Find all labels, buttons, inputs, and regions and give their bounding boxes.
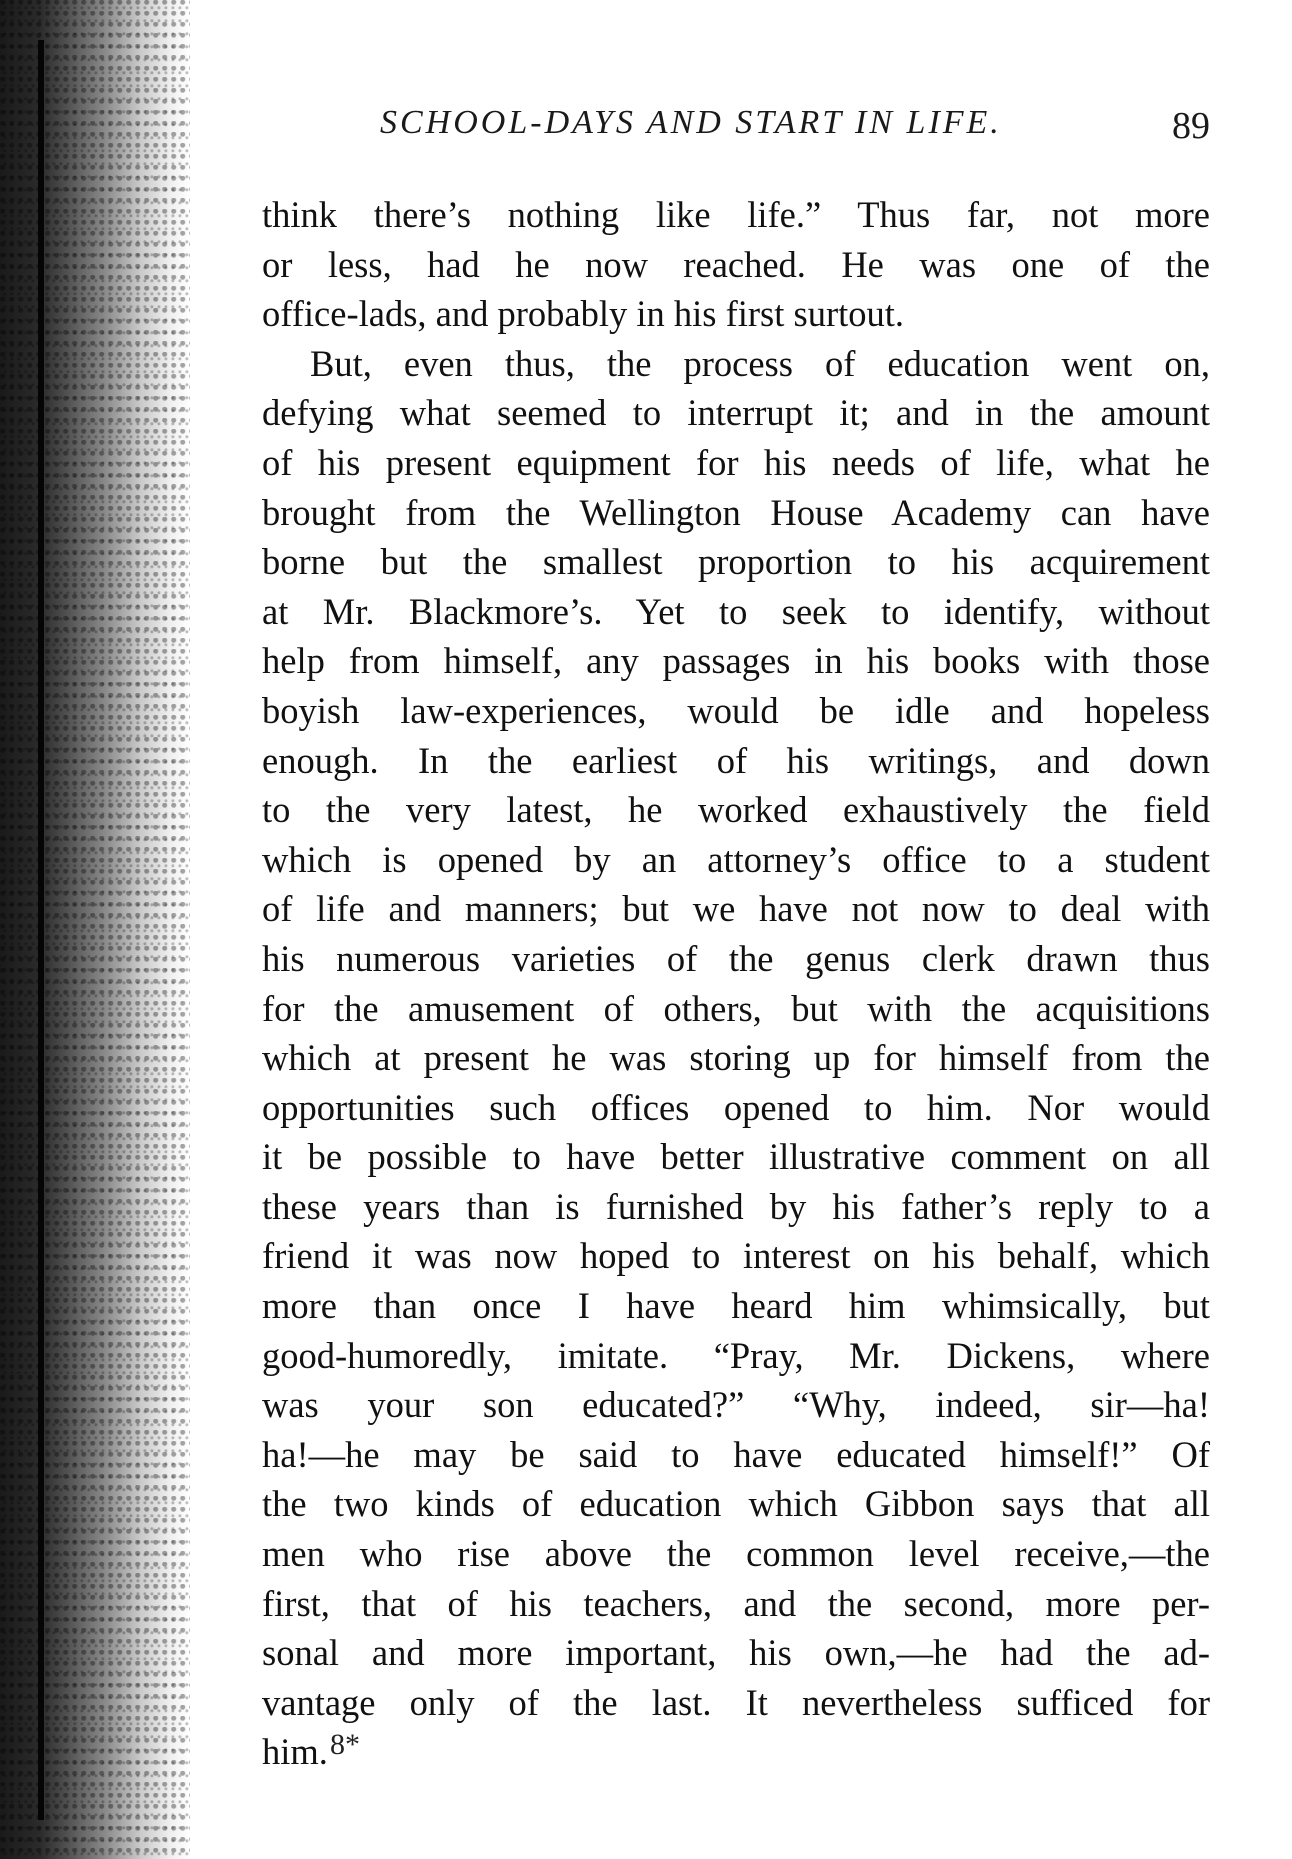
text-line: men who rise above the common level receive,—the [262,1533,1210,1575]
page-header [380,104,1210,164]
text-line: boyish law-experiences, would be idle and hopeless [262,689,1210,731]
text-line: or less, had he now reached. He was one of the [262,243,1210,285]
text-line: these years than is furnished by his father’s reply to a [262,1185,1210,1227]
text-line: more than once I have heard him whimsically, but [262,1285,1210,1327]
text-line: opportunities such offices opened to him. Nor would [262,1086,1210,1128]
book-binding-edge [38,40,44,1820]
text-line: which is opened by an attorney’s office to a student [262,838,1210,880]
text-line: the two kinds of education which Gibbon says that all [262,1483,1210,1525]
text-line: for the amusement of others, but with the acquisitions [262,987,1210,1029]
text-line: But, even thus, the process of education went on, [310,342,1210,384]
text-line: borne but the smallest proportion to his acquirement [262,541,1210,583]
text-line: was your son educated?” “Why, indeed, sir—ha! [262,1384,1210,1426]
paragraph-1 [262,190,1210,339]
text-line: help from himself, any passages in his books with those [262,640,1210,682]
body-text [262,190,1210,1777]
text-line: vantage only of the last. It nevertheless sufficed for [262,1681,1210,1723]
text-line: enough. In the earliest of his writings, and down [262,739,1210,781]
text-line: of life and manners; but we have not now to deal with [262,888,1210,930]
text-line: it be possible to have better illustrative comment on all [262,1136,1210,1178]
book-binding-shadow [0,0,190,1859]
text-line: friend it was now hoped to interest on his behalf, which [262,1235,1210,1277]
running-head: SCHOOL-DAYS AND START IN LIFE. [380,104,1002,141]
text-line: ha!—he may be said to have educated himself!” Of [262,1433,1210,1475]
text-line: think there’s nothing like life.” Thus far, not more [262,194,1210,235]
text-line: at Mr. Blackmore’s. Yet to seek to identify, without [262,590,1210,632]
text-line: to the very latest, he worked exhaustively the field [262,789,1210,831]
text-line: brought from the Wellington House Academy can have [262,491,1210,533]
text-line: him. [262,1731,328,1773]
signature-mark: 8* [330,1728,360,1761]
text-line: which at present he was storing up for himself from the [262,1037,1210,1079]
page-number: 89 [1172,105,1210,147]
text-line: of his present equipment for his needs of life, what he [262,441,1210,483]
text-line: sonal and more important, his own,—he had the ad- [262,1632,1210,1674]
text-line: defying what seemed to interrupt it; and in the amount [262,392,1210,434]
text-line: first, that of his teachers, and the second, more per- [262,1582,1210,1624]
text-line: his numerous varieties of the genus clerk drawn thus [262,937,1210,979]
paragraph-2 [262,339,1210,1777]
text-line: good-humoredly, imitate. “Pray, Mr. Dickens, where [262,1334,1210,1376]
text-line: office-lads, and probably in his first surtout. [262,293,905,335]
